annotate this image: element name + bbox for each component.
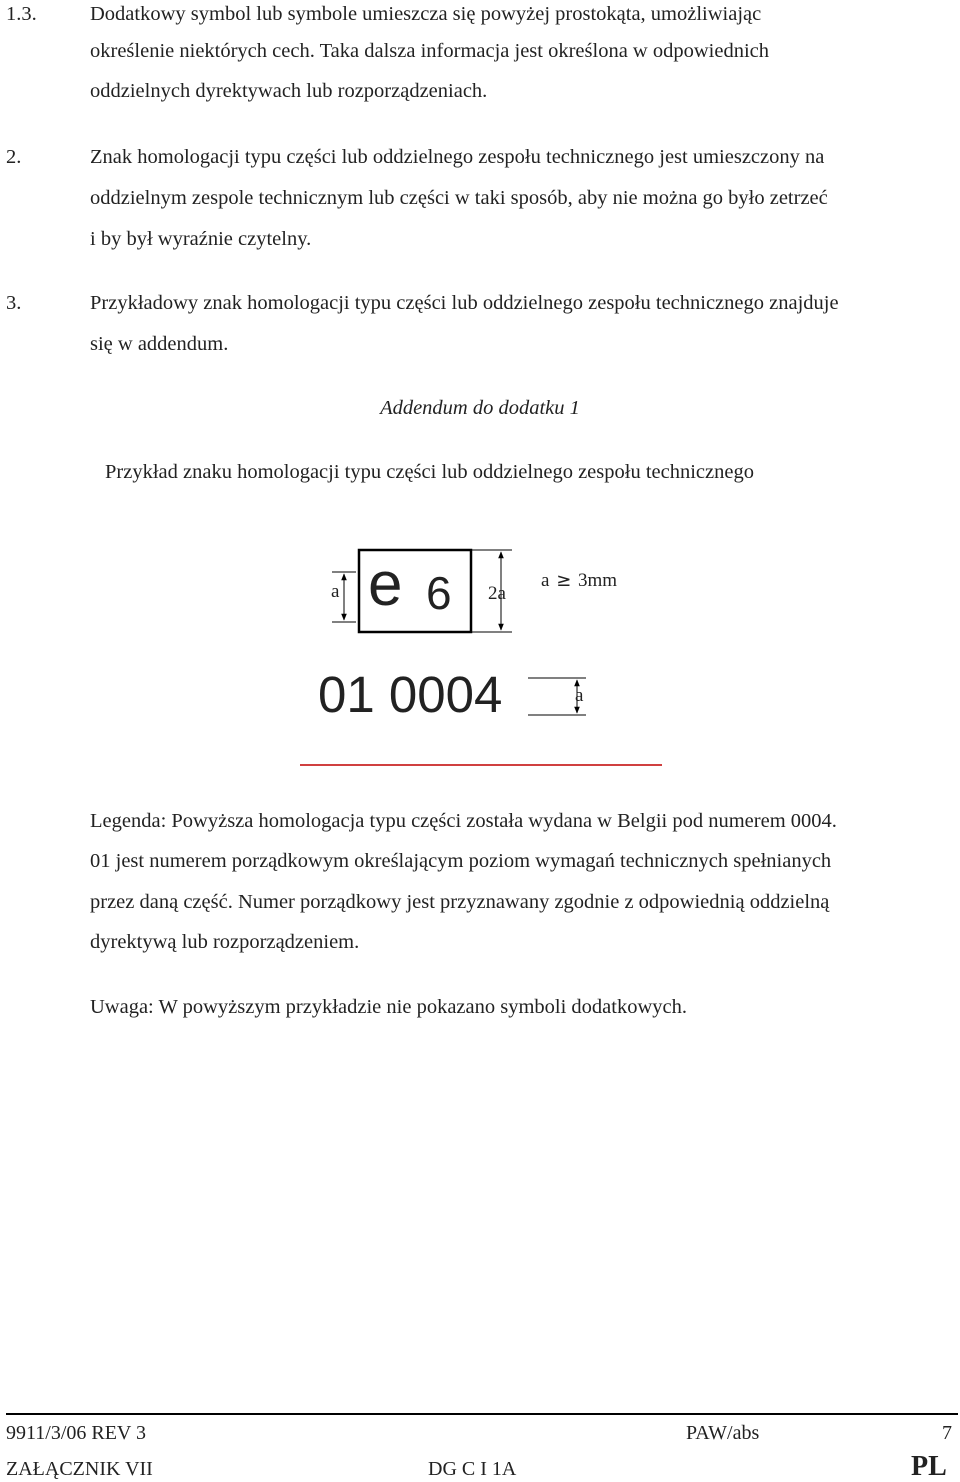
section-number: 1.3. <box>6 3 37 25</box>
legend-line: 01 jest numerem porządkowym określającym poziom wymagań technicznych spełnianych <box>90 850 832 872</box>
legend-line: przez daną część. Numer porządkowy jest przyznawany zgodnie z odpowiednią oddzielną <box>90 891 830 913</box>
paragraph-line: oddzielnych dyrektywach lub rozporządzeniach. <box>90 80 488 102</box>
footer-divider <box>6 1413 958 1415</box>
constraint-value: 3mm <box>578 570 618 591</box>
addendum-title: Addendum do dodatku 1 <box>380 397 580 419</box>
constraint-variable: a <box>541 570 550 591</box>
paragraph-line: Znak homologacji typu części lub oddzielnego zespołu technicznego jest umieszczony na <box>90 146 825 168</box>
footer-page-number: 7 <box>942 1422 952 1444</box>
addendum-subtitle: Przykład znaku homologacji typu części lub oddzielnego zespołu technicznego <box>105 461 754 483</box>
section-number: 3. <box>6 292 22 314</box>
mark-approval-number: 01 0004 <box>318 666 503 723</box>
footer-dg: DG C I 1A <box>428 1458 517 1480</box>
footer-annex: ZAŁĄCZNIK VII <box>6 1458 153 1480</box>
greater-equal-icon: ≥ <box>556 570 572 591</box>
footer-initials: PAW/abs <box>686 1422 760 1444</box>
paragraph-line: Dodatkowy symbol lub symbole umieszcza się powyżej prostokąta, umożliwiając <box>90 3 762 25</box>
paragraph-line: określenie niektórych cech. Taka dalsza informacja jest określona w odpowiednich <box>90 40 769 62</box>
dimension-label-a: a <box>331 581 340 602</box>
paragraph-line: oddzielnym zespole technicznym lub części w taki sposób, aby nie można go było zetrzeć <box>90 187 828 209</box>
legend-line: Legenda: Powyższa homologacja typu części została wydana w Belgii pod numerem 0004. <box>90 810 837 832</box>
paragraph-line: się w addendum. <box>90 333 229 355</box>
legend-line: dyrektywą lub rozporządzeniem. <box>90 931 360 953</box>
footer-language: PL <box>911 1451 947 1482</box>
footer-doc-ref: 9911/3/06 REV 3 <box>6 1422 147 1444</box>
mark-country-code: 6 <box>426 567 452 619</box>
constraint-label <box>541 571 617 590</box>
paragraph-line: i by był wyraźnie czytelny. <box>90 228 312 250</box>
mark-letter-e: e <box>368 550 403 619</box>
legend-note: Uwaga: W powyższym przykładzie nie pokazano symboli dodatkowych. <box>90 996 688 1018</box>
paragraph-line: Przykładowy znak homologacji typu części lub oddzielnego zespołu technicznego znajduje <box>90 292 839 314</box>
dimension-label-2a: 2a <box>488 583 506 604</box>
dimension-label-number-a: a <box>575 685 584 706</box>
section-number: 2. <box>6 146 22 168</box>
